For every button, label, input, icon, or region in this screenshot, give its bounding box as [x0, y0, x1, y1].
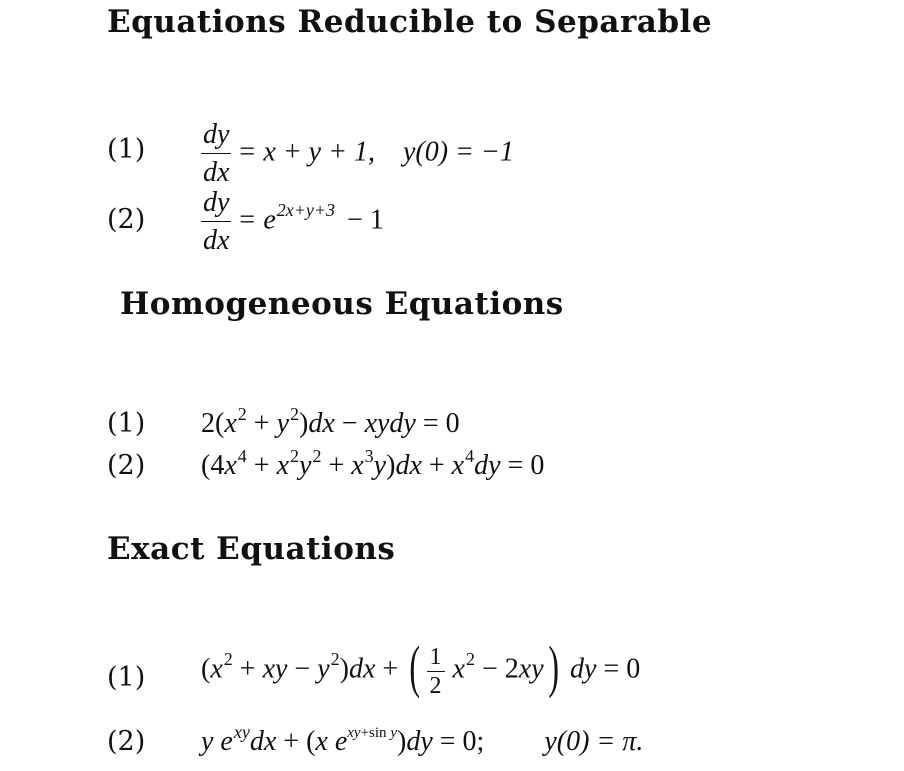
fraction-numerator: dy — [201, 188, 231, 222]
equation-row-homogeneous-1 — [107, 404, 807, 444]
equation-number: (1) — [107, 134, 146, 165]
equation-exact-1: ($x^2$ + xy − $y^2)dx$ + ( $\frac{1}{2}$ $x^2 - 2xy$) dy = 0 — [201, 634, 641, 699]
equation-homogeneous-1: $2(x^2 + y^2)dx$ − xydy = 0 — [201, 404, 460, 439]
section-heading-exact: Exact Equations — [107, 531, 396, 567]
fraction-numerator: 1 — [427, 645, 445, 672]
exponent: 2x+y+3 — [276, 200, 336, 221]
equation-row-exact-2 — [107, 722, 827, 762]
equation-row-homogeneous-2 — [107, 446, 807, 486]
derivative-fraction — [201, 120, 231, 188]
initial-condition: y(0) = −1 — [402, 136, 514, 168]
equation-homogeneous-2: $(4x^4 + x^2y^2 + x^3y)dx + x^4dy = 0$ — [201, 446, 545, 481]
fraction-denominator: dx — [203, 157, 230, 189]
fraction-denominator: 2 — [429, 672, 442, 699]
fraction-denominator: dx — [203, 225, 230, 257]
left-paren: ( — [409, 634, 421, 699]
equation-rhs: = e — [237, 204, 276, 236]
derivative-fraction — [201, 188, 231, 256]
half-fraction — [427, 645, 445, 698]
right-paren: ) — [547, 634, 559, 699]
equation-number: (2) — [107, 204, 146, 235]
equation-exact-2: y $e^{xy}dx + (x$ $e^{xy+sin}$ $^y$)dy = 0; y(0) = π. — [201, 722, 644, 757]
section-heading-homogeneous: Homogeneous Equations — [120, 286, 564, 322]
equation-row-separable-2 — [107, 187, 807, 257]
equation-row-exact-1 — [107, 634, 827, 712]
equation-number: (1) — [107, 408, 146, 439]
section-heading-separable: Equations Reducible to Separable — [107, 4, 713, 40]
equation-number: (2) — [107, 450, 146, 481]
fraction-numerator: dy — [201, 120, 231, 154]
equation-rhs: = x + y + 1, — [237, 136, 375, 168]
equation-tail: − 1 — [347, 204, 384, 236]
equation-number: (1) — [107, 662, 146, 693]
equation-separable-2 — [201, 188, 384, 256]
equation-row-separable-1 — [107, 119, 807, 189]
initial-condition: y(0) = π. — [544, 726, 644, 757]
equation-number: (2) — [107, 726, 146, 757]
equation-separable-1 — [201, 120, 514, 188]
